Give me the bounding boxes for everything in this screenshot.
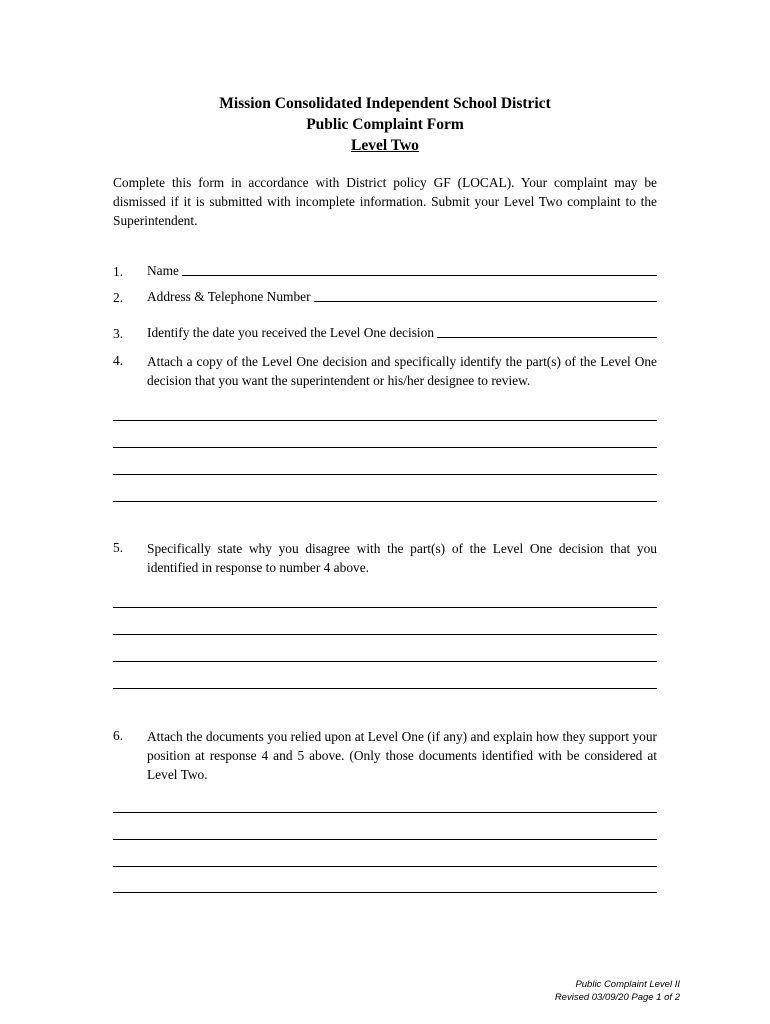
item-6-number: 6. xyxy=(113,728,124,743)
item-4-number: 4. xyxy=(113,353,124,368)
level-title: Level Two xyxy=(351,137,419,154)
address-field-row xyxy=(147,289,657,305)
item-2-number: 2. xyxy=(113,290,124,305)
response-5-line[interactable] xyxy=(113,688,657,689)
response-4-line[interactable] xyxy=(113,474,657,475)
response-4-line[interactable] xyxy=(113,420,657,421)
item-4-text: Attach a copy of the Level One decision and specifically identify the part(s) of the Level One decision that you want the superintendent or his/her designee to review. xyxy=(147,354,657,388)
item-6-text: Attach the documents you relied upon at Level One (if any) and explain how they support your position at response 4 and 5 above. (Only those documents identified with be considered at Level Two. xyxy=(147,729,657,782)
address-label: Address & Telephone Number xyxy=(147,289,311,304)
response-5-line[interactable] xyxy=(113,661,657,662)
page-footer xyxy=(555,978,680,1004)
district-title: Mission Consolidated Independent School District xyxy=(219,95,551,112)
footer-revision: Revised 03/09/20 Page 1 of 2 xyxy=(554,992,680,1003)
date-field[interactable] xyxy=(437,336,657,338)
response-4-line[interactable] xyxy=(113,501,657,502)
name-field-row xyxy=(147,263,657,279)
item-1-number: 1. xyxy=(113,264,124,279)
name-label: Name xyxy=(147,263,179,278)
intro-paragraph: Complete this form in accordance with District policy GF (LOCAL). Your complaint may be dismissed if it is submitted with incomplete information. Submit your Level Two complaint to the Superintendent. xyxy=(113,175,657,228)
item-5-number: 5. xyxy=(113,540,124,555)
footer-form-name: Public Complaint Level II xyxy=(575,979,680,990)
response-6-line[interactable] xyxy=(113,839,657,840)
date-label: Identify the date you received the Level One decision xyxy=(147,325,435,340)
response-5-line[interactable] xyxy=(113,634,657,635)
item-3-number: 3. xyxy=(113,326,124,341)
date-field-row xyxy=(147,325,657,341)
response-6-line[interactable] xyxy=(113,892,657,893)
name-field[interactable] xyxy=(182,274,657,276)
level-title-wrap xyxy=(0,136,770,156)
address-field[interactable] xyxy=(314,300,657,302)
response-6-line[interactable] xyxy=(113,866,657,867)
response-5-line[interactable] xyxy=(113,607,657,608)
form-title: Public Complaint Form xyxy=(306,116,464,133)
response-4-line[interactable] xyxy=(113,447,657,448)
response-6-line[interactable] xyxy=(113,812,657,813)
item-5-text: Specifically state why you disagree with the part(s) of the Level One decision that you identified in response to number 4 above. xyxy=(147,541,657,575)
